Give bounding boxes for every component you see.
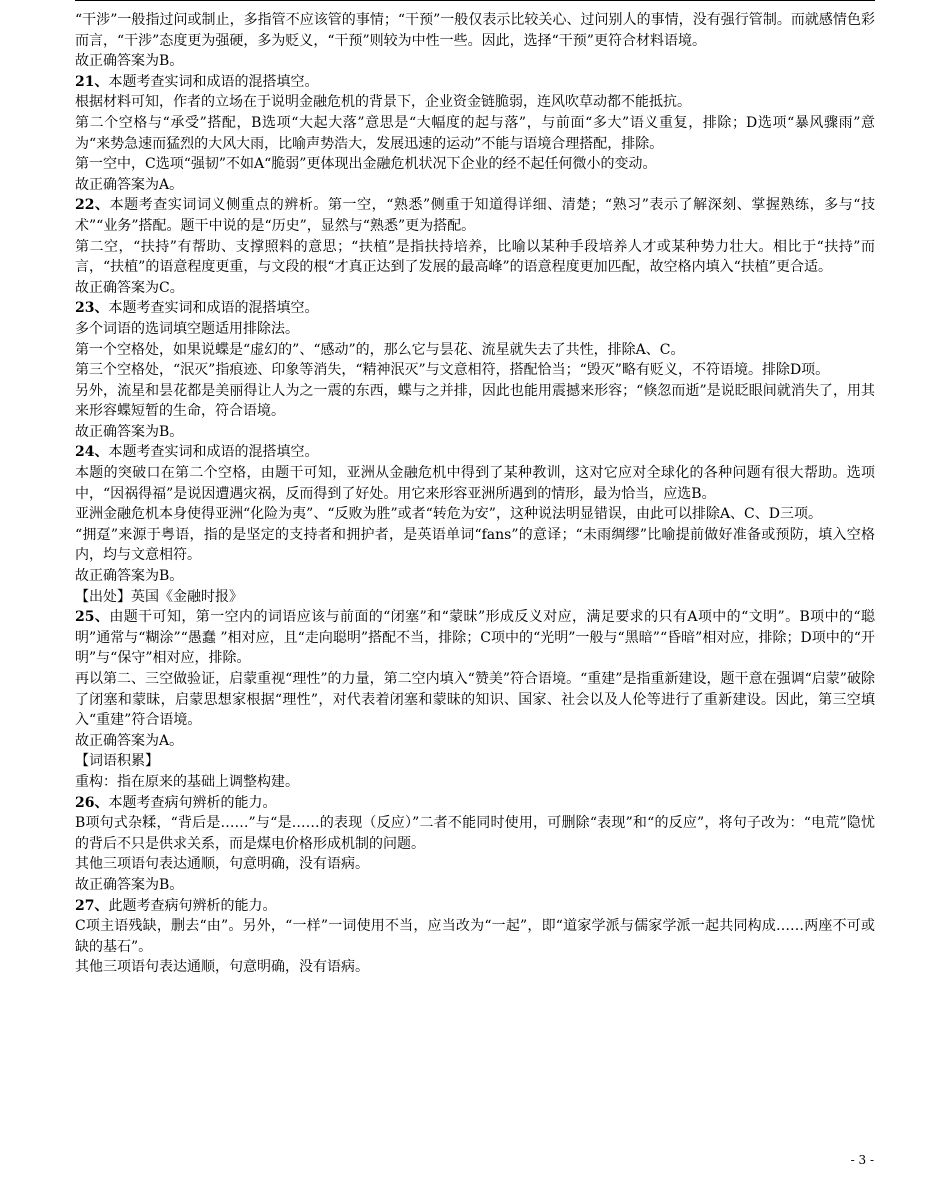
question-paragraph bbox=[75, 298, 875, 319]
paragraph: 其他三项语句表达通顺，句意明确，没有语病。 bbox=[75, 959, 369, 976]
question-number: 24、 bbox=[75, 444, 109, 461]
paragraph: 【词语积累】 bbox=[75, 753, 159, 770]
question-text: 本题考查实词和成语的混搭填空。 bbox=[108, 444, 319, 461]
paragraph: 【出处】英国《金融时报》 bbox=[75, 588, 243, 605]
question-paragraph bbox=[75, 896, 875, 917]
paragraph: 其他三项语句表达通顺，句意明确，没有语病。 bbox=[75, 856, 369, 873]
paragraph: 重构：指在原来的基础上调整构建。 bbox=[75, 773, 299, 790]
paragraph: 故正确答案为A。 bbox=[75, 732, 184, 749]
question-text: 本题考查实词词义侧重点的辨析。第一空，“熟悉”侧重于知道得详细、清楚；“熟习”表示了解深刻、掌握熟练，多与“技术”“业务”搭配。题干中说的是“历史”，显然与“熟悉”更为搭配。 bbox=[75, 197, 875, 234]
paragraph: 故正确答案为B。 bbox=[75, 53, 184, 70]
top-rule bbox=[75, 0, 875, 1]
paragraph: “干涉”一般指过问或制止，多指管不应该管的事情；“干预”一般仅表示比较关心、过问别人的事情，没有强行管制。而就感情色彩而言，“干涉”态度更为强硬，多为贬义，“干预”则较为中性一些。因此，选择“干预”更符合材料语境。 bbox=[75, 12, 875, 49]
question-paragraph bbox=[75, 72, 875, 93]
question-number: 27、 bbox=[75, 897, 109, 914]
question-number: 26、 bbox=[75, 794, 109, 811]
paragraph: 多个词语的选词填空题适用排除法。 bbox=[75, 320, 299, 337]
question-number: 25、 bbox=[75, 609, 110, 626]
question-text: 由题干可知，第一空内的词语应该与前面的“闭塞”和“蒙昧”形成反义对应，满足要求的只有A项中的“文明”。B项中的“聪明”通常与“糊涂”“愚蠢 ”相对应，且“走向聪明”搭配不当，排除；C项中的“光明”一般与“黑暗”“昏暗”相对应，排除；D项中的“开明”与“保守”相对应，排除。 bbox=[75, 609, 875, 667]
question-text: 本题考查实词和成语的混搭填空。 bbox=[108, 73, 319, 90]
paragraph: 故正确答案为B。 bbox=[75, 568, 184, 585]
paragraph: 第一个空格处，如果说蝶是“虚幻的”、“感动”的，那么它与昙花、流星就失去了共性，排除A、C。 bbox=[75, 341, 685, 358]
paragraph: 第二个空格与“承受”搭配，B选项“大起大落”意思是“大幅度的起与落”，与前面“多大”语义重复，排除；D选项“暴风骤雨”意为“来势急速而猛烈的大风大雨，比喻声势浩大，发展迅速的运动”不能与语境合理搭配，排除。 bbox=[75, 114, 875, 152]
paragraph: C项主语残缺，删去“由”。另外，“一样”一词使用不当，应当改为“一起”，即“道家学派与儒家学派一起共同构成……两座不可或缺的基石”。 bbox=[75, 918, 875, 955]
paragraph: 故正确答案为A。 bbox=[75, 176, 184, 193]
question-paragraph bbox=[75, 442, 875, 463]
question-text: 本题考查实词和成语的混搭填空。 bbox=[108, 300, 319, 317]
paragraph: 本题的突破口在第二个空格，由题干可知，亚洲从金融危机中得到了某种教训，这对它应对全球化的各种问题有很大帮助。选项中，“因祸得福”是说因遭遇灾祸，反而得到了好处。用它来形容亚洲所遇到的情形，最为恰当，应选B。 bbox=[75, 465, 875, 502]
question-paragraph bbox=[75, 195, 875, 236]
question-paragraph bbox=[75, 607, 875, 669]
question-text: 此题考查病句辨析的能力。 bbox=[108, 897, 277, 914]
paragraph: 故正确答案为B。 bbox=[75, 876, 184, 893]
paragraph: 故正确答案为C。 bbox=[75, 279, 184, 296]
question-number: 21、 bbox=[75, 73, 109, 90]
paragraph: 第二空，“扶持”有帮助、支撑照料的意思；“扶植”是指扶持培养，比喻以某种手段培养人才或某种势力壮大。相比于“扶持”而言，“扶植”的语意程度更重，与文段的根“才真正达到了发展的最高峰”的语意程度更加匹配，故空格内填入“扶植”更合适。 bbox=[75, 238, 875, 276]
page-number: - 3 - bbox=[850, 1153, 874, 1167]
question-number: 22、 bbox=[75, 197, 110, 214]
paragraph: 第三个空格处，“泯灭”指痕迹、印象等消失，“精神泯灭”与文意相符，搭配恰当；“毁灭”略有贬义，不符语境。排除D项。 bbox=[75, 362, 830, 379]
paragraph: 故正确答案为B。 bbox=[75, 423, 184, 440]
paragraph: 亚洲金融危机本身使得亚洲“化险为夷”、“反败为胜”或者“转危为安”，这种说法明显错误，由此可以排除A、C、D三项。 bbox=[75, 506, 822, 523]
paragraph: “拥趸”来源于粤语，指的是坚定的支持者和拥护者，是英语单词“fans”的意译；“未雨绸缪”比喻提前做好准备或预防，填入空格内，均与文意相符。 bbox=[75, 526, 875, 564]
paragraph: 第一空中，C选项“强韧”不如A“脆弱”更体现出金融危机状况下企业的经不起任何微小的变动。 bbox=[75, 156, 657, 173]
question-text: 本题考查病句辨析的能力。 bbox=[108, 794, 277, 811]
paragraph: B项句式杂糅，“背后是……”与“是……的表现（反应）”二者不能同时使用，可删除“表现”和“的反应”，将句子改为：“电荒”隐忧的背后不只是供求关系，而是煤电价格形成机制的问题。 bbox=[75, 815, 875, 852]
paragraph: 再以第二、三空做验证，启蒙重视“理性”的力量，第二空内填入“赞美”符合语境。“重建”是指重新建设，题干意在强调“启蒙”破除了闭塞和蒙昧，启蒙思想家根据“理性”，对代表着闭塞和蒙昧的知识、国家、社会以及人伦等进行了重新建设。因此，第三空填入“重建”符合语境。 bbox=[75, 671, 875, 729]
document-body bbox=[75, 10, 875, 978]
question-number: 23、 bbox=[75, 300, 109, 317]
question-paragraph bbox=[75, 793, 875, 814]
paragraph: 另外，流星和昙花都是美丽得让人为之一震的东西，蝶与之并排，因此也能用震撼来形容；“倏忽而逝”是说眨眼间就消失了，用其来形容蝶短暂的生命，符合语境。 bbox=[75, 382, 875, 420]
paragraph: 根据材料可知，作者的立场在于说明金融危机的背景下，企业资金链脆弱，连风吹草动都不能抵抗。 bbox=[75, 94, 691, 111]
